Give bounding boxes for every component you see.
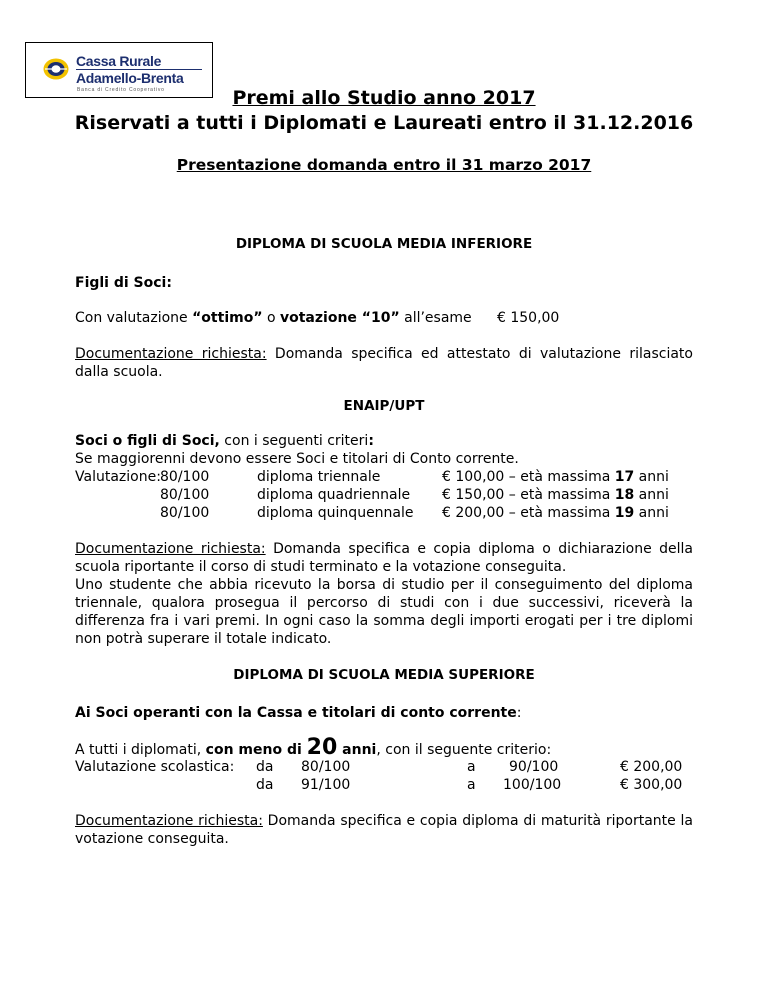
section1-heading: DIPLOMA DI SCUOLA MEDIA INFERIORE (235, 236, 533, 252)
row-age: 17 (614, 469, 635, 485)
section3-doc-text: Domanda specifica e copia diploma di maturità riportante la votazione conseguita. (75, 813, 693, 847)
section3-criteria-bold: con meno di (205, 742, 307, 758)
section3-subheading (75, 705, 521, 721)
section2-doc-text: Domanda specifica e copia diploma o dichiarazione della scuola riportante il corso di studi terminato e la votazione conseguita. (75, 541, 693, 575)
section2-documentation (75, 540, 693, 576)
section1-documentation (75, 345, 693, 381)
section2-paragraph: Uno studente che abbia ricevuto la borsa di studio per il conseguimento del diploma triennale, qualora prosegua il percorso di studi con i due successivi, riceverà la differenza fra i vari premi. In ogni caso la somma degli importi erogati per i tre diplomi non potrà superare il totale indicato. (75, 577, 693, 647)
section1-or: o (262, 310, 280, 326)
row-type: diploma quadriennale (257, 487, 411, 503)
section3-doc-label: Documentazione richiesta: (75, 813, 263, 829)
section2-lead-bold: Soci o figli di Soci, (75, 433, 220, 449)
deadline-notice: Presentazione domanda entro il 31 marzo 2017 (176, 156, 592, 174)
row-score: 80/100 (160, 487, 210, 503)
logo-line-1: Cassa Rurale (76, 53, 162, 69)
section1-criteria-post: all’esame (399, 310, 472, 326)
section3-criteria-pre: A tutti i diplomati, (75, 742, 206, 758)
section1-votazione: votazione “10” (280, 310, 400, 326)
section1-criteria (75, 310, 472, 326)
row-from: 80/100 (301, 759, 351, 775)
section3-criteria (75, 735, 552, 760)
row-a: a (467, 759, 476, 775)
row-age-unit: anni (634, 505, 669, 521)
section2-eval-label: Valutazione: (75, 469, 161, 485)
section3-age: 20 (306, 735, 338, 760)
row-amount-text: € 100,00 – età massima (442, 469, 615, 485)
row-to: 90/100 (509, 759, 559, 775)
section1-doc-text: Domanda specifica ed attestato di valutazione rilasciato dalla scuola. (75, 346, 693, 380)
row-amount (442, 469, 669, 485)
logo-line-3: Banca di Credito Cooperativo (77, 87, 165, 93)
logo-line-2: Adamello-Brenta (76, 70, 184, 86)
row-amount: € 300,00 (620, 777, 683, 793)
section3-subheading-text: Ai Soci operanti con la Cassa e titolari di conto corrente (75, 705, 517, 721)
row-type: diploma triennale (257, 469, 381, 485)
row-da: da (256, 759, 274, 775)
row-amount-text: € 150,00 – età massima (442, 487, 615, 503)
row-to: 100/100 (503, 777, 562, 793)
section1-amount: € 150,00 (497, 310, 560, 326)
section2-heading: ENAIP/UPT (343, 398, 425, 414)
row-age: 19 (614, 505, 635, 521)
cassa-rurale-logo-icon (43, 58, 69, 80)
section3-eval-label: Valutazione scolastica: (75, 759, 235, 775)
section3-heading: DIPLOMA DI SCUOLA MEDIA SUPERIORE (233, 667, 535, 683)
row-type: diploma quinquennale (257, 505, 414, 521)
section1-doc-label: Documentazione richiesta: (75, 346, 267, 362)
section1-subheading: Figli di Soci: (75, 275, 172, 291)
section2-doc-label: Documentazione richiesta: (75, 541, 266, 557)
section2-lead-colon: : (368, 433, 374, 449)
page-title: Premi allo Studio anno 2017 (232, 87, 536, 109)
row-score: 80/100 (160, 469, 210, 485)
section3-documentation (75, 812, 693, 848)
row-da: da (256, 777, 274, 793)
row-a: a (467, 777, 476, 793)
page-subtitle: Riservati a tutti i Diplomati e Laureati entro il 31.12.2016 (74, 112, 694, 134)
row-amount (442, 487, 669, 503)
row-amount: € 200,00 (620, 759, 683, 775)
row-amount-text: € 200,00 – età massima (442, 505, 615, 521)
row-age-unit: anni (634, 487, 669, 503)
row-age-unit: anni (634, 469, 669, 485)
section2-lead-text: con i seguenti criteri (219, 433, 369, 449)
row-amount (442, 505, 669, 521)
section3-criteria-post: , con il seguente criterio: (376, 742, 552, 758)
section3-criteria-bold2: anni (337, 742, 377, 758)
row-from: 91/100 (301, 777, 351, 793)
section1-ottimo: “ottimo” (192, 310, 263, 326)
section2-lead (75, 433, 374, 449)
section3-subheading-colon: : (516, 705, 522, 721)
row-score: 80/100 (160, 505, 210, 521)
row-age: 18 (614, 487, 635, 503)
section2-note: Se maggiorenni devono essere Soci e titolari di Conto corrente. (75, 451, 519, 467)
section1-criteria-pre: Con valutazione (75, 310, 193, 326)
